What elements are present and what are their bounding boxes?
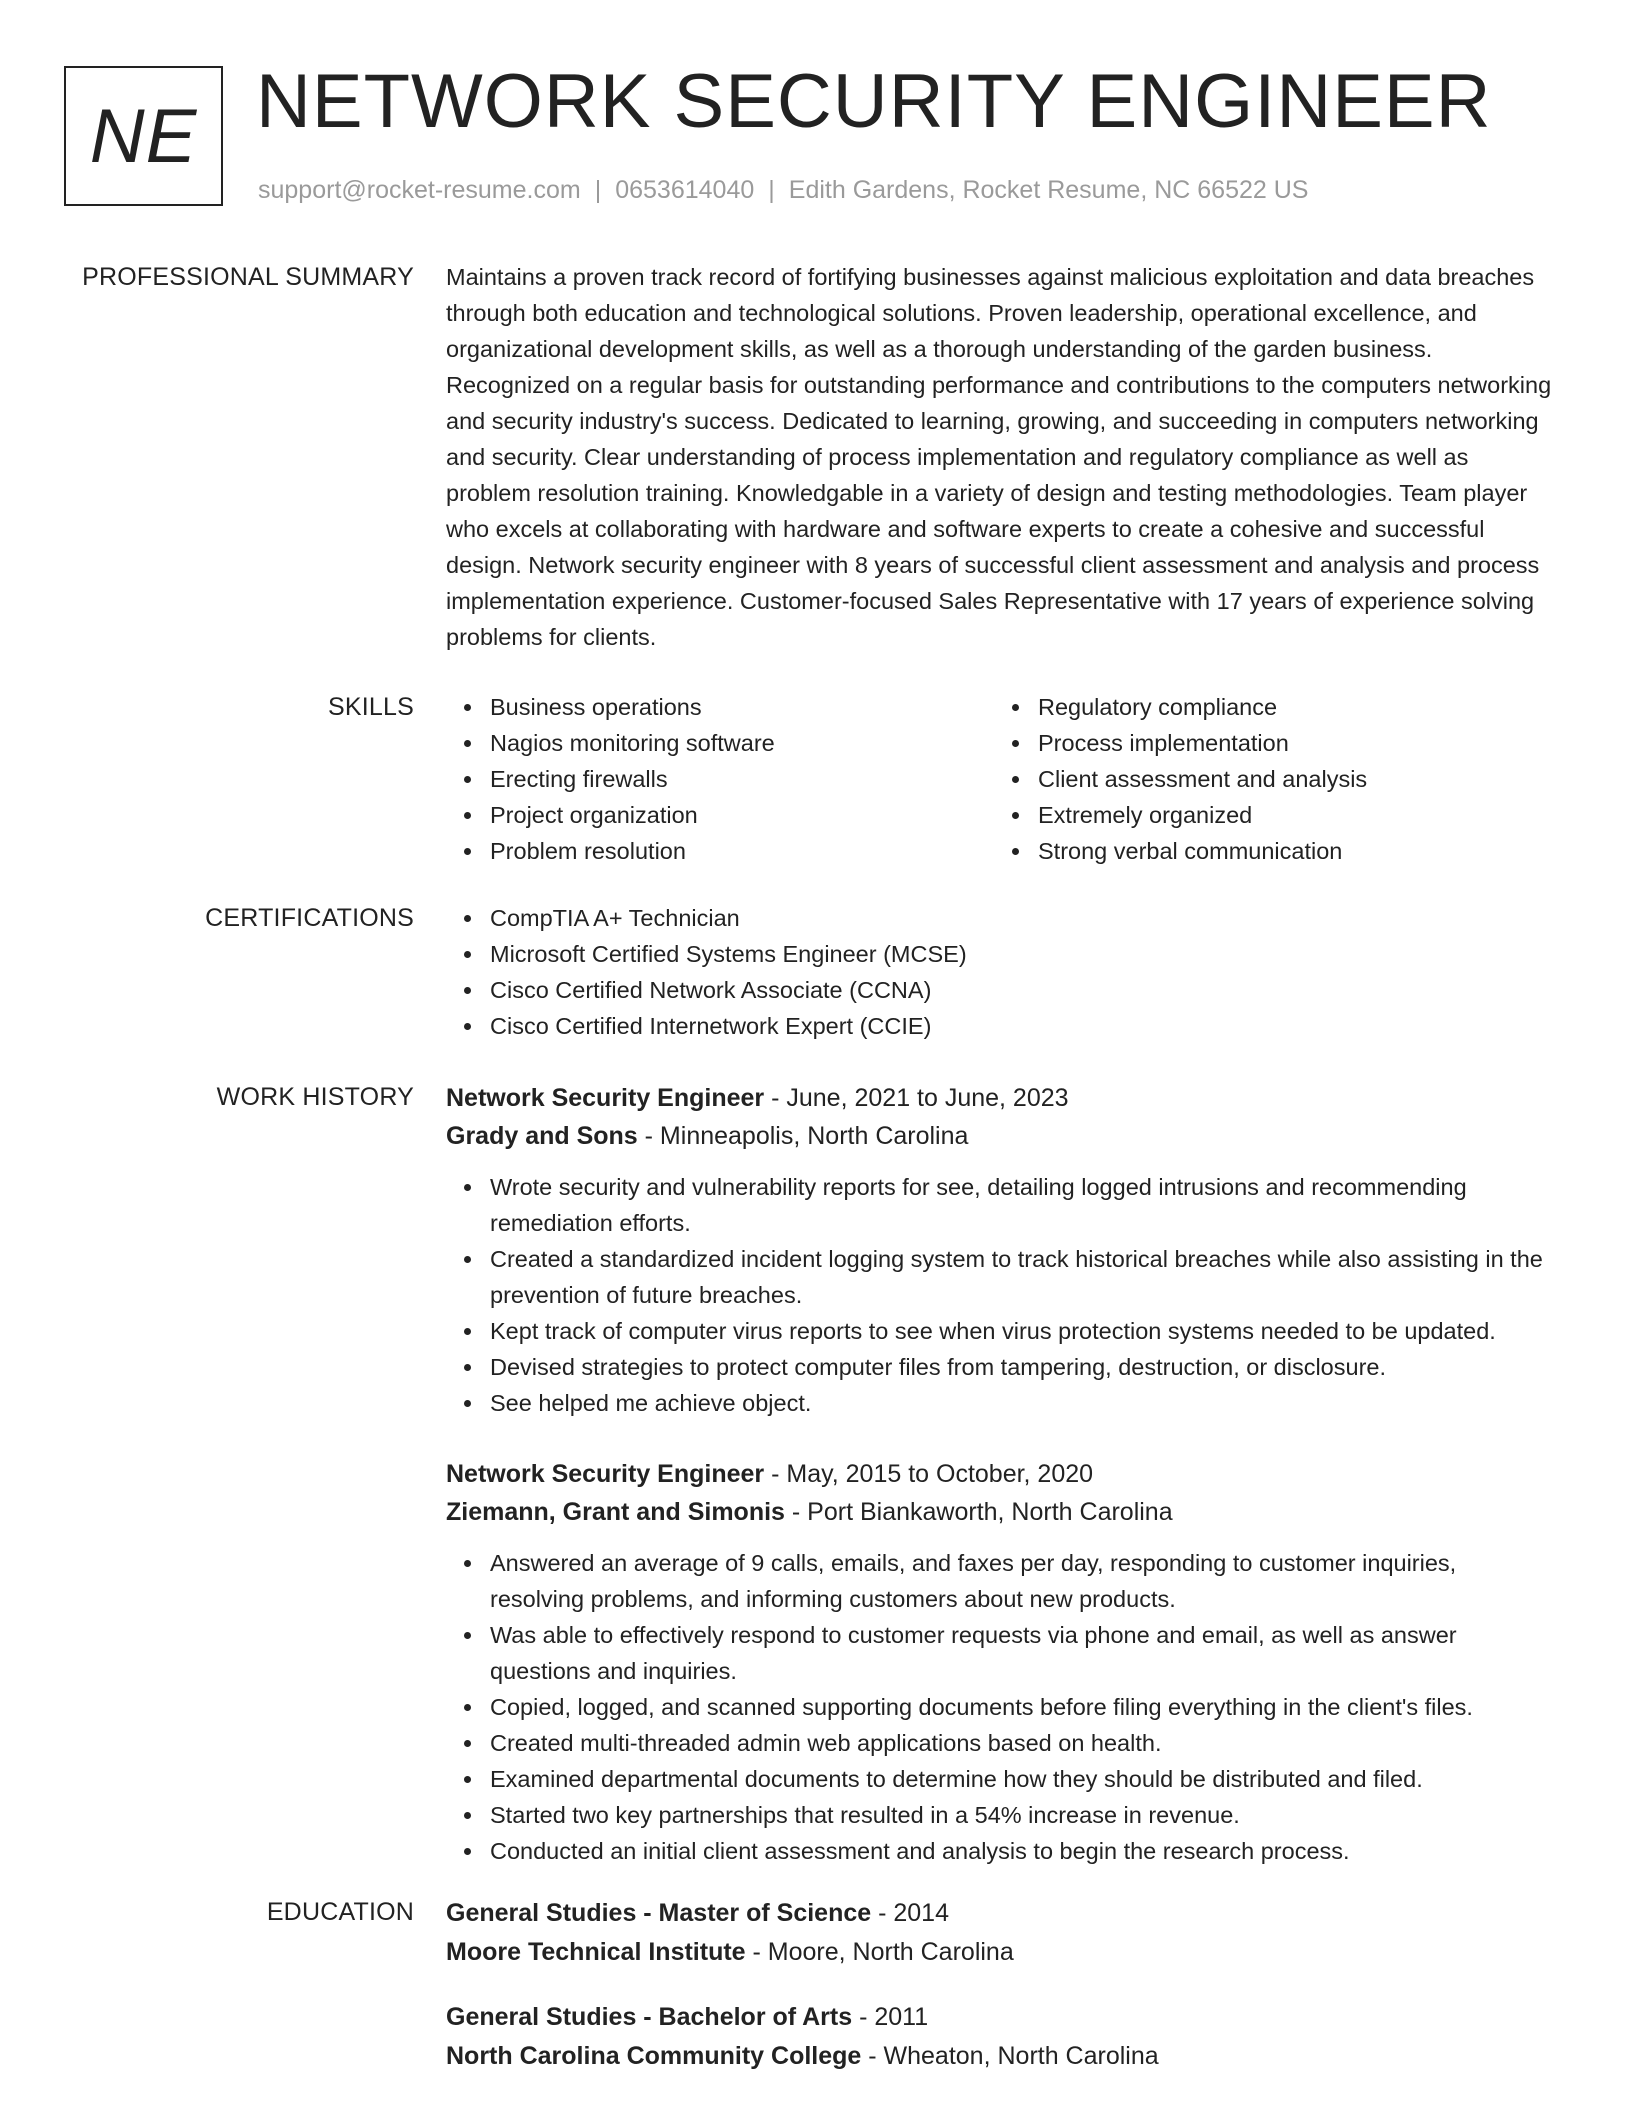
skill-item: Client assessment and analysis (994, 761, 1542, 797)
skill-item: Nagios monitoring software (446, 725, 994, 761)
job-dates: - June, 2021 to June, 2023 (764, 1084, 1069, 1112)
job-bullet: Was able to effectively respond to customer requests via phone and email, as well as answer questions and inquiries. (446, 1617, 1556, 1689)
job-entry (446, 1455, 1556, 1869)
work-history-heading: WORK HISTORY (216, 1083, 414, 1111)
job-bullet: See helped me achieve object. (446, 1385, 1556, 1421)
skill-item: Process implementation (994, 725, 1542, 761)
resume-title: NETWORK SECURITY ENGINEER (256, 59, 1492, 144)
job-company-line (446, 1493, 1556, 1531)
job-bullet: Wrote security and vulnerability reports for see, detailing logged intrusions and recommending remediation efforts. (446, 1169, 1556, 1241)
contact-separator: | (594, 176, 602, 204)
skill-item: Erecting firewalls (446, 761, 994, 797)
job-bullet: Kept track of computer virus reports to see when virus protection systems needed to be updated. (446, 1313, 1556, 1349)
education-degree: General Studies - Master of Science (446, 1899, 872, 1927)
certifications-body (446, 900, 1556, 1044)
summary-heading: PROFESSIONAL SUMMARY (82, 263, 414, 291)
monogram-badge (64, 66, 223, 206)
job-company: Grady and Sons (446, 1122, 638, 1150)
job-company-line (446, 1117, 1556, 1155)
contact-phone[interactable]: 0653614040 (615, 176, 755, 204)
education-school-line (446, 2037, 1556, 2076)
education-year: - 2014 (871, 1899, 949, 1927)
certifications-list (446, 900, 1556, 1044)
job-bullet: Created multi-threaded admin web applications based on health. (446, 1725, 1556, 1761)
education-school: North Carolina Community College (446, 2042, 862, 2070)
education-heading: EDUCATION (266, 1898, 414, 1926)
job-bullet: Examined departmental documents to determine how they should be distributed and filed. (446, 1761, 1556, 1797)
contact-email[interactable]: support@rocket-resume.com (258, 176, 581, 204)
education-degree-line (446, 1998, 1556, 2037)
education-school-line (446, 1933, 1556, 1972)
skill-item: Problem resolution (446, 833, 994, 869)
skills-body (446, 689, 1556, 869)
certification-item: Microsoft Certified Systems Engineer (MCSE) (446, 936, 1556, 972)
skill-item: Regulatory compliance (994, 689, 1542, 725)
job-title-line (446, 1455, 1556, 1493)
skill-item: Strong verbal communication (994, 833, 1542, 869)
contact-address: Edith Gardens, Rocket Resume, NC 66522 US (788, 176, 1309, 204)
certification-item: CompTIA A+ Technician (446, 900, 1556, 936)
education-year: - 2011 (852, 2003, 929, 2031)
education-location: - Wheaton, North Carolina (861, 2042, 1159, 2070)
contact-separator: | (768, 176, 775, 204)
education-degree-line (446, 1894, 1556, 1933)
skills-heading: SKILLS (328, 693, 414, 721)
job-title: Network Security Engineer (446, 1084, 765, 1112)
job-title: Network Security Engineer (446, 1460, 765, 1488)
job-location: - Port Biankaworth, North Carolina (784, 1498, 1173, 1526)
job-bullet: Started two key partnerships that resulted in a 54% increase in revenue. (446, 1797, 1556, 1833)
certification-item: Cisco Certified Internetwork Expert (CCIE) (446, 1008, 1556, 1044)
education-body (446, 1894, 1556, 2076)
education-entry (446, 1894, 1556, 1972)
job-bullet: Answered an average of 9 calls, emails, and faxes per day, responding to customer inquiries, resolving problems, and informing customers about new products. (446, 1545, 1556, 1617)
job-bullets (446, 1545, 1556, 1869)
job-entry (446, 1079, 1556, 1421)
summary-body (446, 259, 1556, 655)
education-entry (446, 1998, 1556, 2076)
monogram-initials: NE (89, 93, 198, 179)
work-history-body (446, 1079, 1556, 1869)
skills-list-right (994, 689, 1542, 869)
education-degree: General Studies - Bachelor of Arts (446, 2003, 853, 2031)
job-company: Ziemann, Grant and Simonis (446, 1498, 785, 1526)
job-bullet: Conducted an initial client assessment and analysis to begin the research process. (446, 1833, 1556, 1869)
education-school: Moore Technical Institute (446, 1938, 746, 1966)
skill-item: Business operations (446, 689, 994, 725)
job-bullet: Devised strategies to protect computer files from tampering, destruction, or disclosure. (446, 1349, 1556, 1385)
skill-item: Extremely organized (994, 797, 1542, 833)
job-bullet: Created a standardized incident logging system to track historical breaches while also assisting in the prevention of future breaches. (446, 1241, 1556, 1313)
certification-item: Cisco Certified Network Associate (CCNA) (446, 972, 1556, 1008)
job-location: - Minneapolis, North Carolina (637, 1122, 969, 1150)
skill-item: Project organization (446, 797, 994, 833)
job-title-line (446, 1079, 1556, 1117)
job-bullet: Copied, logged, and scanned supporting documents before filing everything in the client's files. (446, 1689, 1556, 1725)
summary-text: Maintains a proven track record of fortifying businesses against malicious exploitation and data breaches through both education and technological solutions. Proven leadership, operational excellence, and organizational development skills, as well as a thorough understanding of the garden business. Recognized on a regular basis for outstanding performance and contributions to the computers networking and security industry's success. Dedicated to learning, growing, and succeeding in computers networking and security. Clear understanding of process implementation and regulatory compliance as well as problem resolution training. Knowledgable in a variety of design and testing methodologies. Team player who excels at collaborating with hardware and software experts to create a cohesive and successful design. Network security engineer with 8 years of successful client assessment and analysis and process implementation experience. Customer-focused Sales Representative with 17 years of experience solving problems for clients. (446, 264, 1552, 650)
certifications-heading: CERTIFICATIONS (205, 904, 414, 932)
job-bullets (446, 1169, 1556, 1421)
job-dates: - May, 2015 to October, 2020 (764, 1460, 1094, 1488)
skills-list-left (446, 689, 994, 869)
contact-line (258, 174, 1308, 206)
education-location: - Moore, North Carolina (745, 1938, 1014, 1966)
